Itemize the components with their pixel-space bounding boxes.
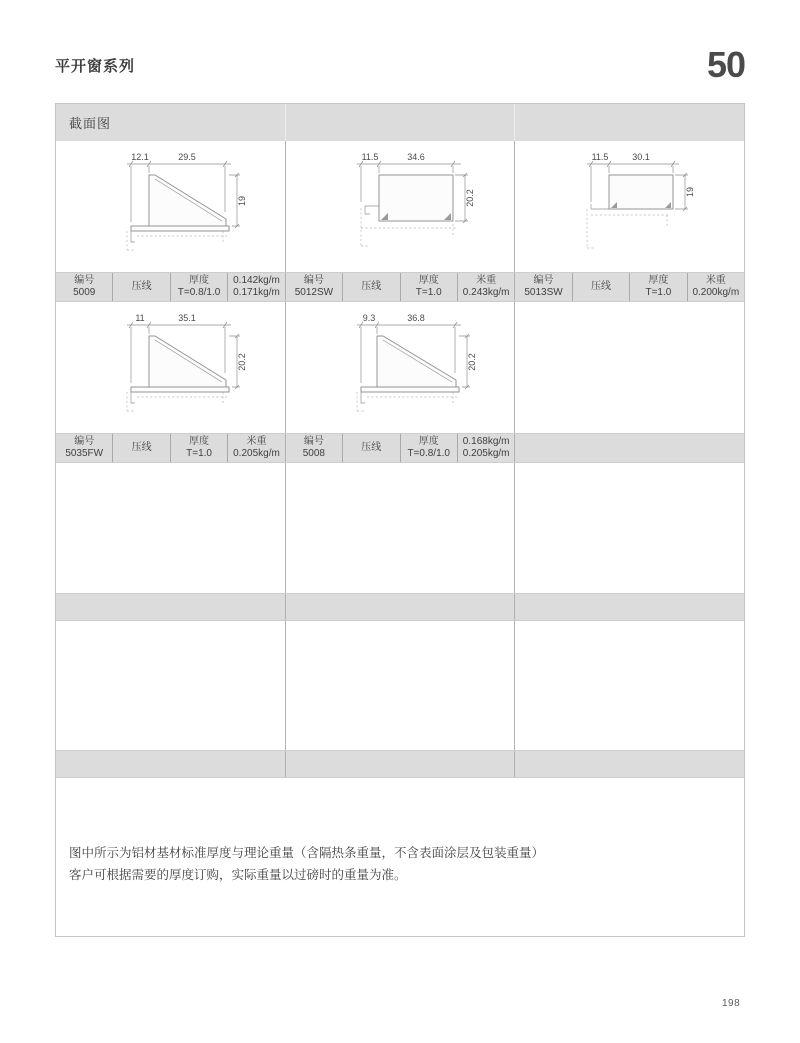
- drawing-row-3-empty: [56, 463, 744, 593]
- profile-drawing-5009: [85, 148, 255, 266]
- profile-drawing-5012sw: [315, 148, 485, 266]
- thickness-label: 厚度: [418, 436, 439, 447]
- profile-drawing-5035fw: [85, 309, 255, 427]
- note-line-1: 图中所示为铝材基材标准厚度与理论重量（含隔热条重量，不含表面涂层及包装重量）: [69, 846, 545, 860]
- dim-left-label: 9.3: [362, 312, 376, 323]
- code-value: 5009: [73, 287, 96, 298]
- section-table: [55, 103, 745, 937]
- code-value: 5035FW: [65, 448, 104, 459]
- spec-cell-empty: [515, 434, 744, 462]
- spec-5013sw: [515, 273, 744, 301]
- note-line-2: 客户可根据需要的厚度订购，实际重量以过磅时的重量为准。: [69, 868, 407, 882]
- spec-row-3-empty: [56, 593, 744, 621]
- dim-top-label: 29.5: [178, 151, 197, 162]
- dim-height-label: 19: [237, 195, 248, 206]
- code-value: 5012SW: [294, 287, 334, 298]
- note-section: [56, 778, 744, 936]
- type-label: 压线: [361, 281, 382, 292]
- dim-top-label: 35.1: [178, 312, 197, 323]
- type-label: 压线: [131, 442, 152, 453]
- weight-label: 米重: [476, 275, 497, 286]
- type-label: 压线: [590, 281, 611, 292]
- table-header-label: 截面图: [69, 116, 112, 131]
- code-label: 编号: [303, 436, 324, 447]
- spec-row-1: [56, 272, 744, 302]
- series-number: 50: [706, 44, 745, 85]
- dim-height-label: 20.2: [465, 188, 475, 207]
- page-number: 198: [722, 998, 741, 1009]
- type-label: 压线: [361, 442, 382, 453]
- thickness-value: T=1.0: [645, 287, 672, 298]
- dim-left-label: 11.5: [591, 151, 609, 162]
- weight-label: 米重: [705, 275, 726, 286]
- drawing-row-4-empty: [56, 621, 744, 750]
- dim-top-label: 36.8: [407, 312, 425, 323]
- thickness-value: T=1.0: [186, 448, 212, 459]
- thickness-label: 厚度: [189, 275, 210, 286]
- code-value: 5008: [302, 448, 325, 459]
- thickness-value: T=1.0: [415, 287, 442, 298]
- spec-5008: [286, 434, 516, 462]
- dim-height-label: 19: [684, 186, 695, 197]
- spec-5035fw: [56, 434, 286, 462]
- drawing-cell-empty: [515, 302, 744, 433]
- weight-value: 0.205kg/m: [233, 448, 280, 459]
- drawing-row-2: [56, 302, 744, 433]
- profile-drawing-5008: [315, 309, 485, 427]
- table-header-row: [56, 104, 744, 141]
- code-label: 编号: [533, 275, 554, 286]
- type-label: 压线: [131, 281, 152, 292]
- dim-height-label: 20.2: [467, 352, 477, 371]
- drawing-row-1: [56, 141, 744, 272]
- weight-value: 0.200kg/m: [692, 287, 740, 298]
- code-label: 编号: [74, 436, 95, 447]
- code-label: 编号: [303, 275, 324, 286]
- code-value: 5013SW: [524, 287, 563, 298]
- weight-bottom: 0.205kg/m: [462, 448, 510, 459]
- weight-label: 米重: [246, 436, 267, 447]
- code-label: 编号: [74, 275, 95, 286]
- thickness-value: T=0.8/1.0: [177, 287, 221, 298]
- dim-height-label: 20.2: [237, 352, 248, 371]
- weight-top: 0.142kg/m: [233, 275, 280, 286]
- thickness-label: 厚度: [648, 275, 669, 286]
- dim-left-label: 11: [135, 312, 145, 323]
- thickness-label: 厚度: [418, 275, 439, 286]
- dim-left-label: 12.1: [131, 151, 150, 162]
- weight-top: 0.168kg/m: [462, 436, 510, 447]
- weight-bottom: 0.171kg/m: [233, 287, 280, 298]
- thickness-label: 厚度: [189, 436, 210, 447]
- dim-left-label: 11.5: [361, 151, 379, 162]
- table-header-cell-empty: [286, 104, 516, 141]
- weight-value: 0.243kg/m: [462, 287, 510, 298]
- table-header-cell-empty: [515, 104, 744, 141]
- dim-top-label: 34.6: [407, 151, 425, 162]
- spec-row-2: [56, 433, 744, 463]
- note-text: [69, 842, 544, 886]
- spec-row-4-empty: [56, 750, 744, 778]
- page-title: 平开窗系列: [55, 58, 136, 75]
- profile-drawing-5013sw: [545, 148, 715, 266]
- thickness-value: T=0.8/1.0: [407, 448, 450, 459]
- spec-5009: [56, 273, 286, 301]
- dim-top-label: 30.1: [631, 151, 650, 162]
- spec-5012sw: [286, 273, 516, 301]
